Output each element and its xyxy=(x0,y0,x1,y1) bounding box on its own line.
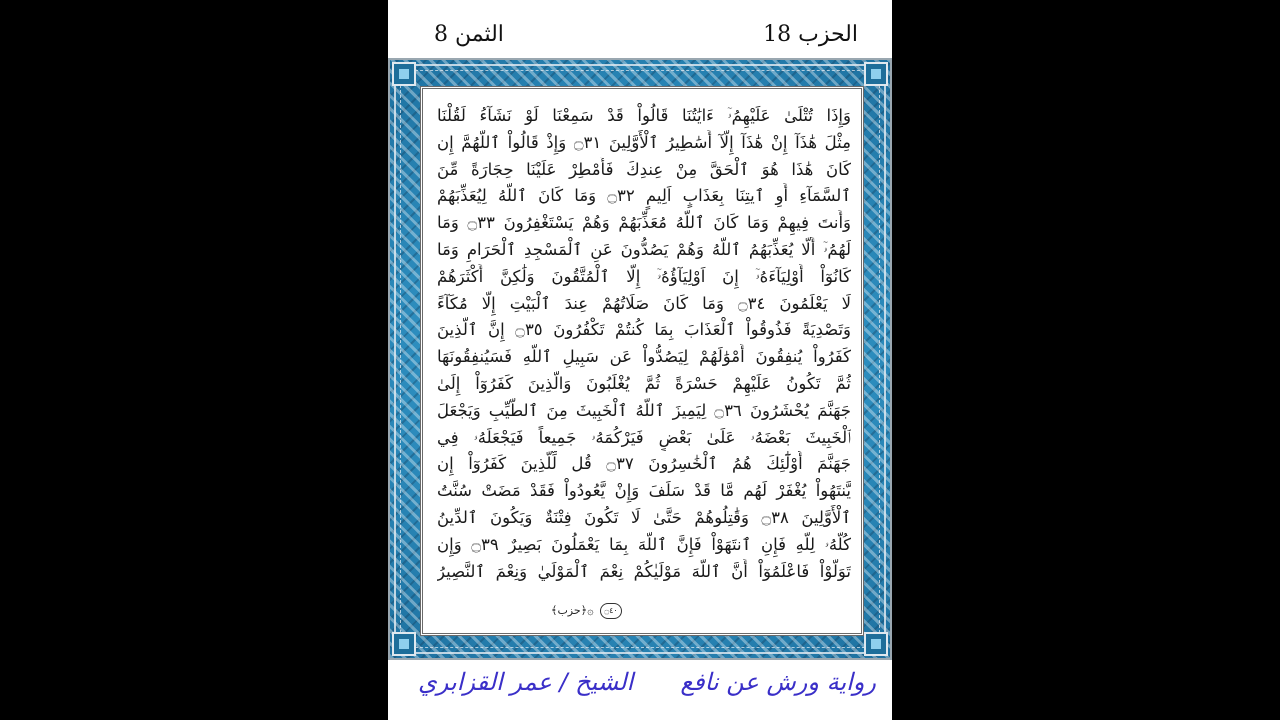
reciter-caption: الشيخ / عمر القزابري xyxy=(418,668,634,696)
text-line: جَهَنَّمَ يُحْشَرُونَ ۝٣٦ لِيَمِيزَ ٱللَّهُ ٱلْخَبِيثَ مِنَ ٱلطَّيِّبِ وَيَجْعَلَ xyxy=(437,400,851,420)
corner-ornament-icon xyxy=(864,632,888,656)
text-line: ٱلْأَوَّلِينَ ۝٣٨ وَقَٰتِلُوهُمْ حَتَّىٰ لَا تَكُونَ فِتْنَةٌ وَيَكُونَ ٱلدِّينُ xyxy=(437,507,851,527)
text-line: وَتَصْدِيَةً فَذُوقُواْ ٱلْعَذَابَ بِمَا كُنتُمْ تَكْفُرُونَ ۝٣٥ إِنَّ ٱلَّذِينَ xyxy=(437,320,851,340)
text-line: لَا يَعْلَمُونَ ۝٣٤ وَمَا كَانَ صَلَاتُهُمْ عِندَ ٱلْبَيْتِ إِلَّا مُكَآءً xyxy=(437,293,851,313)
hizb-marker-label: ۞﴿حزب﴾ xyxy=(551,604,594,617)
hizb-number-label: الحزب 18 xyxy=(763,22,858,47)
corner-ornament-icon xyxy=(392,62,416,86)
text-line: مِثْلَ هَٰذَآ إِنْ هَٰذَآ إِلَّآ أَسَٰطِيرُ ٱلْأَوَّلِينَ ۝٣١ وَإِذْ قَالُواْ ٱللَّهُمَّ إِن xyxy=(437,132,851,152)
text-line: لَهُمُۥٓ أَلَّا يُعَذِّبَهُمُ ٱللَّهُ وَهُمْ يَصُدُّونَ عَنِ ٱلْمَسْجِدِ ٱلْحَرَامِ وَمَا xyxy=(437,239,851,259)
hizb-end-marker xyxy=(551,603,625,619)
text-line: كَانَ هَٰذَا هُوَ ٱلْحَقَّ مِنْ عِندِكَ فَأَمْطِرْ عَلَيْنَا حِجَارَةً مِّنَ xyxy=(437,159,851,179)
ayah-number-icon: ۝٤٠ xyxy=(600,603,622,619)
text-line: وَإِذَا تُتْلَىٰ عَلَيْهِمُۥٓ ءَايَٰتُنَا قَالُواْ قَدْ سَمِعْنَا لَوْ نَشَآءُ لَقُلْنَا xyxy=(437,106,851,125)
text-line: ٱلسَّمَآءِ أَوِ ٱيتِنَا بِعَذَابٍ اَلِيمٍ ۝٣٢ وَمَا كَانَ ٱللَّهُ لِيُعَذِّبَهُمْ xyxy=(437,186,851,206)
text-line: جَهَنَّمَ أُوْلَٰٓئِكَ هُمُ ٱلْخَٰسِرُونَ ۝٣٧ قُل لِّلَّذِينَ كَفَرُوٓاْ إِن xyxy=(437,454,851,474)
ornamental-border xyxy=(388,58,892,660)
text-line: يَّنتَهُواْ يُغْفَرْ لَهُم مَّا قَدْ سَلَفَ وَإِنْ يَّعُودُواْ فَقَدْ مَضَتْ سُنَّتُ xyxy=(437,481,851,501)
corner-ornament-icon xyxy=(864,62,888,86)
text-line: كُلُّهُۥ لِلَّهِ فَإِنِ ٱنتَهَوْاْ فَإِنَّ ٱللَّهَ بِمَا يَعْمَلُونَ بَصِيرٌ ۝٣٩ وَإِن xyxy=(437,534,851,554)
mushaf-page xyxy=(388,0,892,720)
quran-text xyxy=(437,103,851,585)
thumn-number-label: الثمن 8 xyxy=(434,22,504,47)
corner-ornament-icon xyxy=(392,632,416,656)
text-line: تَوَلَّوْاْ فَاعْلَمُوٓاْ أَنَّ ٱللَّهَ مَوْلَيٰكُمْ نِعْمَ ٱلْمَوْلَيٰ وَنِعْمَ ٱلنَّصِيرُ xyxy=(437,561,851,581)
text-line: ٱلْخَبِيثَ بَعْضَهُۥ عَلَىٰ بَعْضٍ فَيَرْكُمَهُۥ جَمِيعاً فَيَجْعَلَهُۥ فِي xyxy=(437,427,851,447)
text-panel xyxy=(420,86,864,636)
riwaya-caption: رواية ورش عن نافع xyxy=(680,668,876,696)
text-line: كَفَرُواْ يُنفِقُونَ أَمْوَٰلَهُمْ لِيَصُدُّواْ عَن سَبِيلِ ٱللَّهِ فَسَيُنفِقُونَهَا xyxy=(437,347,851,367)
text-line: ثُمَّ تَكُونُ عَلَيْهِمْ حَسْرَةً ثُمَّ يُغْلَبُونَ وَالَّذِينَ كَفَرُوٓاْ إِلَىٰ xyxy=(437,373,851,393)
text-line: كَانُوٓاْ أَوْلِيَآءَهُۥٓ إِنَ اَوْلِيَآؤُهُۥٓ إِلَّا ٱلْمُتَّقُونَ وَلَٰكِنَّ أَكْثَرَهُمْ xyxy=(437,266,851,286)
text-line: وَأَنتَ فِيهِمْ وَمَا كَانَ ٱللَّهُ مُعَذِّبَهُمْ وَهُمْ يَسْتَغْفِرُونَ ۝٣٣ وَمَا xyxy=(437,213,851,233)
